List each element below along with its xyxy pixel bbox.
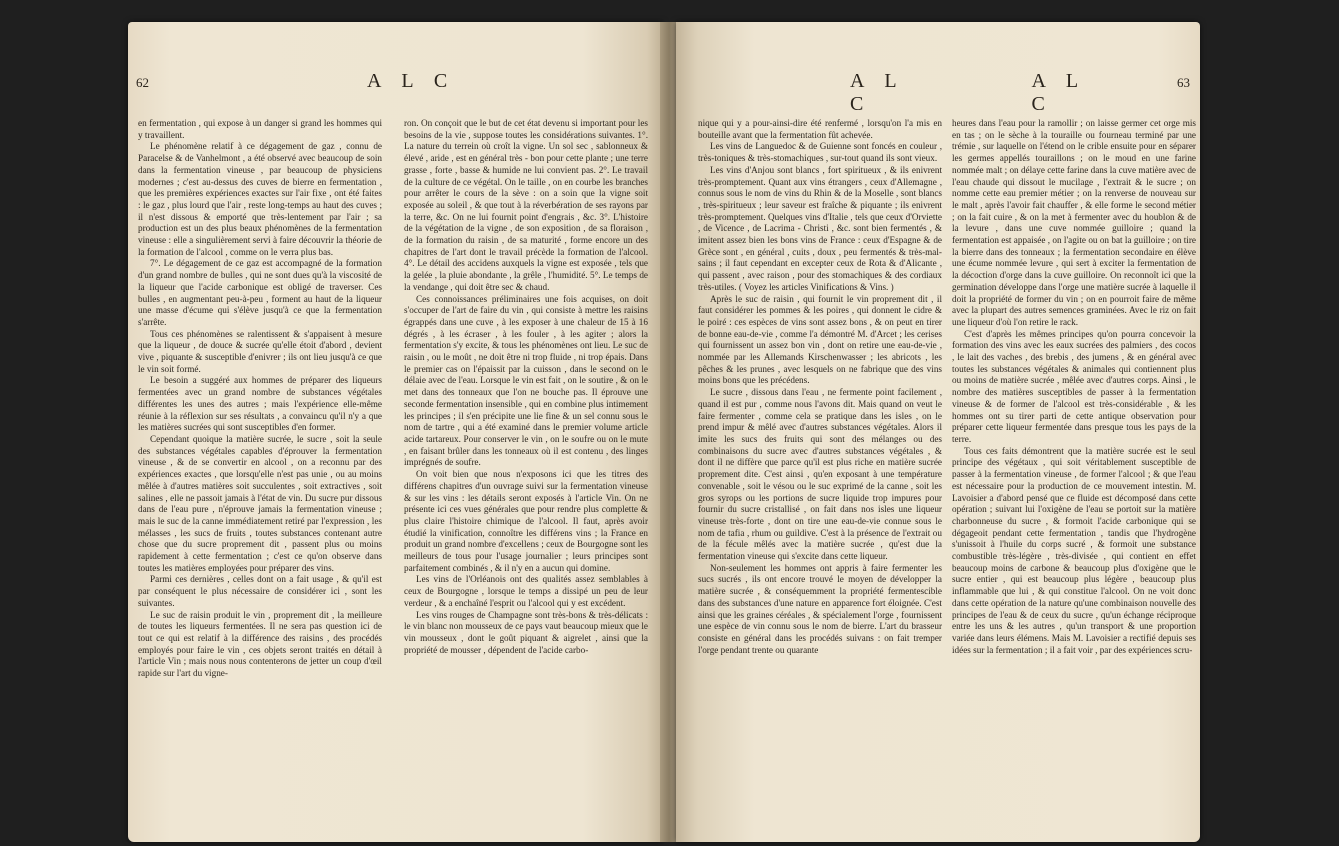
paragraph: Tous ces faits démontrent que la matière sucrée est le seul principe des végétaux , qui soit véritablement susceptible de passer à la fermentation vineuse , de former l'alcool ; & que l'eau est nécessaire pour la production de ce mouvement intestin. M. Lavoisier a d'abord pensé que ce fluide est décomposé dans cette opération ; suivant lui l'oxigène de l'eau se portoit sur la matière charbonneuse du sucre , & formoit l'acide carbonique qui se dégageoit pendant cette fermentation , tandis que l'hydrogène s'unissoit à l'huile du corps sucré , & formoit une substance combustible très-légère , très-divisée , qui contient en effet beaucoup moins de carbone & beaucoup plus d'oxigène que le sucre entier , qui est beaucoup plus légère , beaucoup plus inflammable que lui , & qui constitue l'alcool. On ne voit donc dans cette opération de la nature qu'une combinaison nouvelle des principes de l'eau & de ceux du sucre , qu'un échange réciproque entre les uns & les autres , qu'un transport & une proportion variée dans leurs élémens. Mais M. Lavoisier a rectifié depuis ses idées sur la fermentation ; il a fait voir , par des expériences scru- [952, 445, 1196, 655]
running-head-left [136, 70, 655, 106]
paragraph: Les vins de l'Orléanois ont des qualités assez semblables à ceux de Bourgogne , lorsque le temps a dissipé un peu de leur verdeur , & a enchaîné l'esprit ou l'alcool qui y est excédent. [404, 574, 648, 608]
running-head-word: A L C [367, 70, 456, 92]
paragraph: heures dans l'eau pour la ramollir ; on laisse germer cet orge mis en tas ; on le sèche à la touraille ou fourneau terminé par une trémie , sur laquelle on l'étend on le crible ensuite pour en séparer les germes appellés touraillons ; on le moud en une farine nommée malt ; on délaye cette farine dans la cuve matière avec de l'eau chaude qui dissout le mucilage , l'extrait & le sucre ; on nomme cette eau premier métier ; on la renverse de nouveau sur le malt , après l'avoir fait chauffer , & elle forme le second métier ; on la fait cuire , & on la met à fermenter avec du houblon & de la levure , dans une cuve nommée guilloire ; quand la fermentation est appaisée , on l'agite ou on bat la guilloire ; on tire la bierre dans des tonneaux ; la fermentation secondaire en élève une écume nommée levure , qui sert à exciter la fermentation de la décoction d'orge dans la cuve guilloire. On reconnoît ici que la germination développe dans l'orge une matière sucrée à laquelle il doit la propriété de former du vin ; on en pourroit faire de même avec la plupart des autres semences graminées. Avec le riz on fait une liqueur d'où l'on retire le rack. [952, 118, 1196, 327]
paragraph: ron. On conçoit que le but de cet état devenu si important pour les besoins de la vie , suppose toutes les considérations suivantes. 1°. La nature du terrein où croît la vigne. Un sol sec , sablonneux & élevé , aride , est en général très - bon pour cette plante ; une terre grasse , forte , basse & humide ne lui convient pas. 2°. Le travail de la culture de ce végétal. On le taille , on en courbe les branches pour arrêter le cours de la sève : on a soin que la vigne soit exposée au soleil , & que tout à la réverbération de ses rayons par la terre, &c. On ne lui fournit point d'engrais , &c. 3°. L'histoire de la végétation de la vigne , de son exposition , de sa floraison , de la formation du raisin , de sa maturité , forme encore un des chapitres de l'art dont le travail précède la formation de l'alcool. 4°. Le détail des accidens auxquels la vigne est exposée , tels que la gelée , la pluie abondante , la grêle , l'humidité. 5°. Le temps de la vendange , qui doit être sec & chaud. [404, 118, 648, 292]
paragraph: C'est d'après les mêmes principes qu'on pourra concevoir la formation des vins avec les eaux sucrées des palmiers , des cocos , le lait des vaches , des brebis , des jumens , & en général avec toutes les substances végétales & animales qui contiennent plus ou moins de matière sucrée , mêlée avec d'autres corps. Ainsi , le nombre des matières susceptibles de passer à la fermentation vineuse & de former de l'alcool est très-considérable , & les hommes ont su tirer parti de cette antique observation pour préparer cette liqueur fermentée dans presque tous les pays de la terre. [952, 328, 1196, 444]
page-number: 63 [1177, 75, 1190, 90]
paragraph: Les vins rouges de Champagne sont très-bons & très-délicats : le vin blanc non mousseux de ce pays vaut beaucoup mieux que le vin mousseux , dont le goût piquant & aigrelet , ainsi que la propriété de mousser , dépendent de l'acide carbo- [404, 609, 648, 655]
left-column-2 [404, 118, 648, 842]
paragraph: en fermentation , qui expose à un danger si grand les hommes qui y travaillent. [138, 118, 382, 140]
running-head-word-2: A L C [1031, 70, 1086, 115]
left-page [128, 22, 663, 842]
paragraph: Le suc de raisin produit le vin , proprement dit , la meilleure de toutes les liqueurs fermentées. Il ne sera pas question ici de tout ce qui est relatif à la différence des raisins , des procédés employés pour faire le vin , ces objets seront traités en détail à l'article Vin ; mais nous nous contenterons de jetter un coup d'œil rapide sur l'art du vigne- [138, 609, 382, 679]
paragraph: nique qui y a pour-ainsi-dire été renfermé , lorsqu'on l'a mis en bouteille avant que la fermentation fût achevée. [698, 118, 942, 140]
right-page [676, 22, 1200, 842]
paragraph: Non-seulement les hommes ont appris à faire fermenter les sucs sucrés , ils ont encore trouvé le moyen de développer la matière sucrée , & conséquemment la propriété fermentescible dans des substances d'une nature en apparence fort éloignée. C'est ainsi que les graines céréales , & spécialement l'orge , fournissent une espèce de vin connu sous le nom de bierre. L'art du brasseur consiste en général dans les procédés suivans : on fait tremper l'orge pendant trente ou quarante [698, 562, 942, 655]
paragraph: Tous ces phénomènes se ralentissent & s'appaisent à mesure que la liqueur , de douce & sucrée qu'elle étoit d'abord , devient vive , piquante & susceptible d'enivrer ; ils ont lieu jusqu'à ce que le vin soit formé. [138, 328, 382, 374]
paragraph: Les vins d'Anjou sont blancs , fort spiritueux , & ils enivrent très-promptement. Quant aux vins étrangers , ceux d'Allemagne , connus sous le nom de vins du Rhin & de la Moselle , sont blancs , très-spiritueux ; leur saveur est fraîche & piquante ; ils enivrent très-promptement. Quelques vins d'Italie , tels que ceux d'Orviette , de Vicence , de Lacrima - Christi , &c. sont bien fermentés , & imitent assez bien les bons vins de France : ceux d'Espagne & de Grèce sont , en général , cuits , doux , peu fermentés & très-mal-sains ; il faut cependant en excepter ceux de Rota & d'Alicante , qui passent , avec raison , pour des stomachiques & des cordiaux très-utiles. ( Voyez les articles Vinifications & Vins. ) [698, 164, 942, 292]
paragraph: Le phénomène relatif à ce dégagement de gaz , connu de Paracelse & de Vanhelmont , a été observé avec beaucoup de soin dans la fermentation vineuse , par beaucoup de physiciens modernes ; c'est au-dessus des cuves de bierre en fermentation , que les premières expériences exactes sur l'air fixe , ont été faites : le gaz , plus lourd que l'air , reste long-temps au haut des cuves ; il n'est dissous & emporté que très-lentement par l'air ; sa production est un des plus beaux phénomènes de la fermentation vineuse : elle a singulièrement servi à faire découvrir la théorie de la formation de l'alcool , comme on le verra plus bas. [138, 141, 382, 257]
paragraph: 7°. Le dégagement de ce gaz est accompagné de la formation d'un grand nombre de bulles , qui ne sont dues qu'à la viscosité de la liqueur que l'acide carbonique est obligé de traverser. Ces bulles , en augmentant peu-à-peu , forment au haut de la liqueur une masse d'écume qui s'élève jusqu'à ce que la fermentation s'arrête. [138, 258, 382, 327]
paragraph: Après le suc de raisin , qui fournit le vin proprement dit , il faut considérer les pommes & les poires , qui donnent le cidre & le poiré : ces espèces de vins sont assez bons , & on peut en tirer de bonne eau-de-vie , comme l'a démontré M. d'Arcet ; les cerises qui fournissent un assez bon vin , dont on retire une eau-de-vie , nommée par les Allemands Kirschenwasser ; les abricots , les pêches & les prunes , avec lesquels on ne fabrique que des vins moins bons que les précédens. [698, 293, 942, 386]
paragraph: Le sucre , dissous dans l'eau , ne fermente point facilement , quand il est pur , comme nous l'avons dit. Mais quand on veut le faire fermenter , comme cela se pratique dans les isles , on le prend impur & mêlé avec d'autres substances végétales. Alors il imite les sucs des fruits qui sont des mélanges ou des combinaisons du sucre avec d'autres substances végétales , & dont il ne diffère que parce qu'il est plus riche en matière sucrée proprement dite. C'est ainsi , qu'en exposant à une température convenable , soit le vésou ou le suc exprimé de la canne , soit les gros syrops ou les portions de sucre liquide trop impures pour fournir du sucre cristallisé , on fait dans nos isles une liqueur vineuse très-forte , dont on tire une eau-de-vie connue sous le nom de tafia , rhum ou guildive. C'est à la présence de l'extrait ou de la fécule mêlés avec la matière sucrée , qu'est due la fermentation vineuse qui s'excite dans cette liqueur. [698, 387, 942, 562]
right-column-1 [698, 118, 942, 842]
paragraph: Cependant quoique la matière sucrée, le sucre , soit la seule des substances végétales capables d'éprouver la fermentation vineuse , & de se convertir en alcool , on a reconnu par des expériences exactes , que lorsqu'elle n'est pas unie , ou au moins mêlée à d'autres matières soit succulentes , soit extractives , soit salines , elle ne passoit jamais à l'état de vin. Du sucre pur dissous dans de l'eau pure , n'éprouve jamais la fermentation vineuse ; mais le suc de la canne immédiatement retiré par l'expression , les mélasses , les sucs de fruits , toutes substances contenant autre chose que du sucre proprement dit , passent plus ou moins rapidement à cette fermentation ; c'est ce qu'on observe dans toutes les matières employées pour préparer des vins. [138, 433, 382, 573]
page-number: 62 [136, 75, 149, 90]
paragraph: Le besoin a suggéré aux hommes de préparer des liqueurs fermentées avec un grand nombre de substances végétales différentes les unes des autres ; mais l'expérience elle-même réunie à la réflexion sur ses résultats , a convaincu qu'il n'y a que les matières sucrées qui sont susceptibles d'en former. [138, 375, 382, 433]
paragraph: Les vins de Languedoc & de Guienne sont foncés en couleur , très-toniques & très-stomachiques , sur-tout quand ils sont vieux. [698, 141, 942, 164]
left-column-1 [138, 118, 382, 842]
paragraph: Parmi ces dernières , celles dont on a fait usage , & qu'il est par conséquent le plus nécessaire de considérer ici , sont les suivantes. [138, 574, 382, 608]
running-head-word: A L C [850, 70, 904, 115]
paragraph: Ces connoissances préliminaires une fois acquises, on doit s'occuper de l'art de faire du vin , qui consiste à mettre les raisins égrappés dans une cuve , à les exposer à une chaleur de 15 à 16 dégrés , à les écraser , à les fouler , à les agiter ; alors la fermentation s'y excite, & tous les phénomènes ont lieu. Le suc de raisin , ou le moût , ne doit être ni trop fluide , ni trop épais. Dans le premier cas on l'épaissit par la cuisson , dans le second on le délaie avec de l'eau. Lorsque le vin est fait , on le soutire , & on le met dans des tonneaux que l'on ne bouche pas. Il éprouve une seconde fermentation insensible , qui en combine plus intimement les principes ; il s'en précipite une lie fine & un sel connu sous le nom de tartre , qui a été examiné dans le premier volume article acide tartareux. Pour conserver le vin , on le soufre ou on le mute , en faisant brûler dans les tonneaux où il est contenu , des linges imprégnés de soufre. [404, 293, 648, 468]
running-head-right [690, 70, 1190, 115]
right-column-2 [952, 118, 1196, 842]
paragraph: On voit bien que nous n'exposons ici que les titres des différens chapitres d'un ouvrage suivi sur la fermentation vineuse & sur les vins : les détails seront exposés à l'article Vin. On ne présente ici ces vues générales que pour rendre plus complette & plus claire l'histoire chimique de l'alcool. Il faut, après avoir étudié la vinification, connoître les différens vins ; la France en produit un grand nombre d'excellens ; ceux de Bourgogne sont les meilleurs de tous pour l'usage journalier ; leurs principes sont parfaitement combinés , & il n'y en a aucun qui domine. [404, 469, 648, 573]
